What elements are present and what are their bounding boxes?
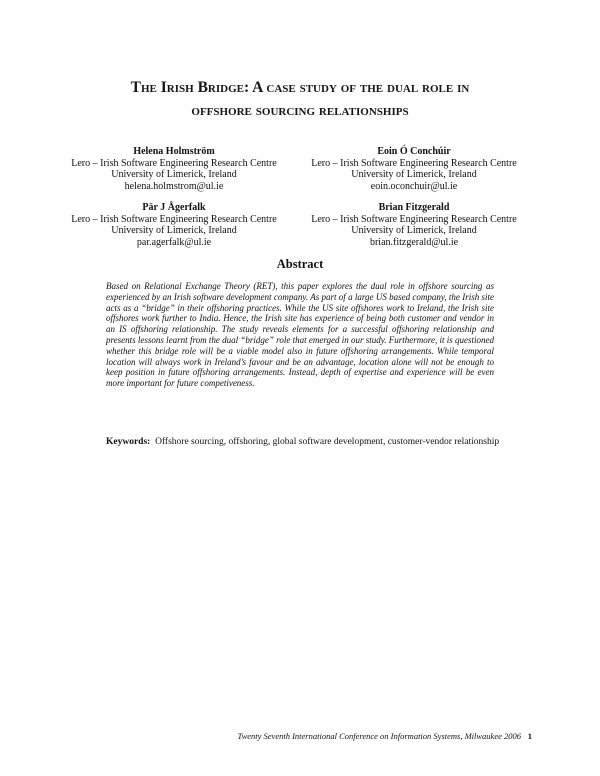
author-university: University of Limerick, Ireland bbox=[351, 169, 477, 180]
author-block bbox=[44, 146, 304, 192]
paper-title bbox=[40, 76, 560, 122]
author-university: University of Limerick, Ireland bbox=[111, 169, 237, 180]
title-part-2: A case study of the dual role in bbox=[252, 79, 470, 96]
conference-name: Twenty Seventh International Conference on Information Systems, Milwaukee 2006 bbox=[237, 731, 521, 741]
author-university: University of Limerick, Ireland bbox=[351, 225, 477, 236]
author-affiliation: Lero – Irish Software Engineering Research Centre bbox=[311, 213, 517, 225]
author-block bbox=[284, 146, 544, 192]
author-name: Helena Holmström bbox=[133, 146, 215, 157]
author-email: eoin.oconchuir@ul.ie bbox=[370, 180, 458, 192]
author-email: par.agerfalk@ul.ie bbox=[136, 236, 212, 248]
abstract-heading: Abstract bbox=[276, 257, 324, 271]
author-university: University of Limerick, Ireland bbox=[111, 225, 237, 236]
author-affiliation: Lero – Irish Software Engineering Research Centre bbox=[71, 213, 277, 225]
author-affiliation: Lero – Irish Software Engineering Research Centre bbox=[71, 157, 277, 169]
title-line-1 bbox=[40, 76, 560, 99]
abstract-text: Based on Relational Exchange Theory (RET), this paper explores the dual role in offshore sourcing as experienced by an Irish software development company. As part of a large US based company, the Irish site acts as a “bridge” in their offshoring practices. While the US site offshores work to Ireland, the Irish site offshores work further to India. Hence, the Irish site has experience of being both customer and vendor in an IS offshoring relationship. The study reveals elements for a successful offshoring relationship and presents lessons learnt from the dual “bridge” role that emerged in our study. Furthermore, it is questioned whether this bridge role will be a viable model also in future offshoring arrangements. While temporal location will always work in Ireland’s favour and be an advantage, location alone will not be enough to keep position in future offshoring arrangements. Instead, depth of expertise and experience will be even more important for future competiveness. bbox=[106, 281, 494, 389]
author-email: brian.fitzgerald@ul.ie bbox=[369, 236, 459, 248]
title-line-2: offshore sourcing relationships bbox=[191, 102, 409, 119]
author-name: Brian Fitzgerald bbox=[378, 202, 450, 213]
author-name: Pär J Ågerfalk bbox=[142, 202, 206, 213]
author-block bbox=[44, 202, 304, 248]
keywords bbox=[106, 436, 536, 448]
page-number: 1 bbox=[527, 731, 532, 741]
title-part-1: The Irish Bridge: bbox=[130, 79, 253, 96]
keywords-text: Offshore sourcing, offshoring, global software development, customer-vendor relationship bbox=[155, 437, 500, 447]
author-email: helena.holmstrom@ul.ie bbox=[124, 180, 224, 192]
author-affiliation: Lero – Irish Software Engineering Research Centre bbox=[311, 157, 517, 169]
author-block bbox=[284, 202, 544, 248]
keywords-label: Keywords: bbox=[106, 437, 151, 447]
author-name: Eoin Ó Conchúir bbox=[377, 146, 451, 157]
